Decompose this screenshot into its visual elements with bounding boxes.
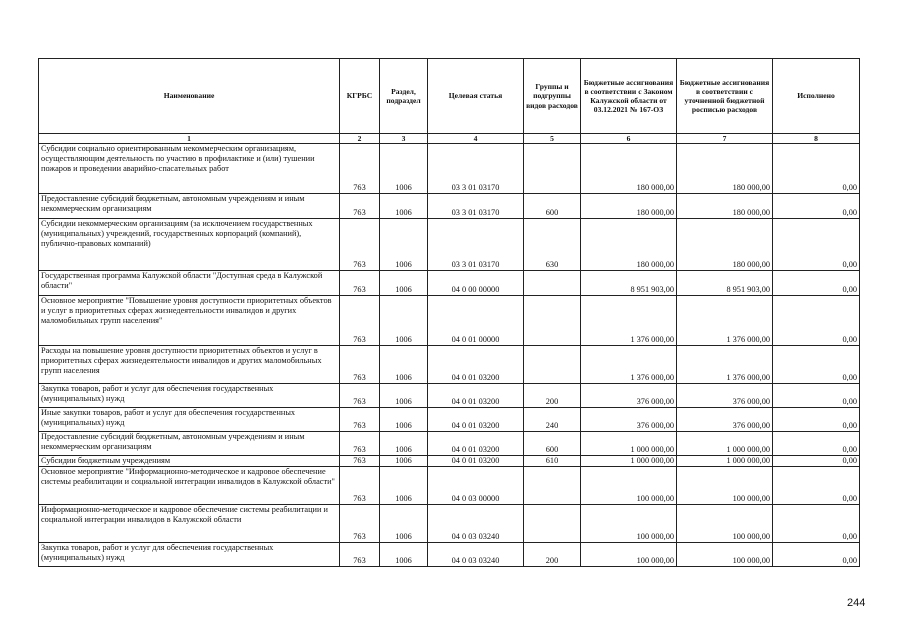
row-kgrbs: 763 xyxy=(340,271,380,296)
header-row xyxy=(39,59,860,134)
row-group xyxy=(524,467,581,505)
row-section: 1006 xyxy=(380,543,428,567)
row-target: 04 0 01 00000 xyxy=(428,296,524,346)
row-section: 1006 xyxy=(380,271,428,296)
row-group: 600 xyxy=(524,194,581,219)
row-kgrbs: 763 xyxy=(340,194,380,219)
header-refined-allocations: Бюджетные ассигнования в соответствии с уточненной бюджетной росписью расходов xyxy=(677,59,773,134)
row-refined-amount: 180 000,00 xyxy=(677,219,773,271)
row-name: Информационно-методическое и кадровое обеспечение системы реабилитации и социальной интеграции инвалидов в Калужской области xyxy=(39,505,340,543)
row-group xyxy=(524,144,581,194)
header-name: Наименование xyxy=(39,59,340,134)
row-law-amount: 1 376 000,00 xyxy=(581,346,677,384)
row-target: 04 0 03 03240 xyxy=(428,543,524,567)
row-target: 03 3 01 03170 xyxy=(428,144,524,194)
row-group xyxy=(524,346,581,384)
row-executed-amount: 0,00 xyxy=(773,432,860,456)
row-section: 1006 xyxy=(380,194,428,219)
row-refined-amount: 8 951 903,00 xyxy=(677,271,773,296)
row-law-amount: 1 000 000,00 xyxy=(581,456,677,467)
table-row xyxy=(39,219,860,271)
row-name: Предоставление субсидий бюджетным, автономным учреждениям и иным некоммерческим организациям xyxy=(39,194,340,219)
column-number: 5 xyxy=(524,134,581,144)
row-refined-amount: 1 000 000,00 xyxy=(677,432,773,456)
row-name: Субсидии бюджетным учреждениям xyxy=(39,456,340,467)
table-row xyxy=(39,194,860,219)
header-kgrbs: КГРБС xyxy=(340,59,380,134)
row-refined-amount: 1 376 000,00 xyxy=(677,296,773,346)
row-law-amount: 100 000,00 xyxy=(581,505,677,543)
row-target: 04 0 01 03200 xyxy=(428,384,524,408)
header-target: Целевая статья xyxy=(428,59,524,134)
row-name: Закупка товаров, работ и услуг для обеспечения государственных (муниципальных) нужд xyxy=(39,384,340,408)
row-executed-amount: 0,00 xyxy=(773,408,860,432)
row-refined-amount: 376 000,00 xyxy=(677,408,773,432)
row-group: 610 xyxy=(524,456,581,467)
row-name: Субсидии социально ориентированным некоммерческим организациям, осуществляющим деятельность по участию в профилактике и (или) тушении пожаров и проведении аварийно-спасательных работ xyxy=(39,144,340,194)
row-law-amount: 376 000,00 xyxy=(581,384,677,408)
row-executed-amount: 0,00 xyxy=(773,219,860,271)
row-target: 04 0 00 00000 xyxy=(428,271,524,296)
row-refined-amount: 100 000,00 xyxy=(677,467,773,505)
row-kgrbs: 763 xyxy=(340,408,380,432)
row-law-amount: 1 000 000,00 xyxy=(581,432,677,456)
column-number-row xyxy=(39,134,860,144)
row-executed-amount: 0,00 xyxy=(773,296,860,346)
page-number: 244 xyxy=(847,597,866,609)
row-refined-amount: 100 000,00 xyxy=(677,543,773,567)
row-kgrbs: 763 xyxy=(340,219,380,271)
table-row xyxy=(39,271,860,296)
table-row xyxy=(39,408,860,432)
row-kgrbs: 763 xyxy=(340,456,380,467)
row-section: 1006 xyxy=(380,346,428,384)
row-target: 04 0 03 00000 xyxy=(428,467,524,505)
row-kgrbs: 763 xyxy=(340,144,380,194)
table-row xyxy=(39,456,860,467)
row-section: 1006 xyxy=(380,219,428,271)
row-law-amount: 376 000,00 xyxy=(581,408,677,432)
header-group: Группы и подгруппы видов расходов xyxy=(524,59,581,134)
header-section: Раздел, подраздел xyxy=(380,59,428,134)
row-target: 03 3 01 03170 xyxy=(428,194,524,219)
row-target: 04 0 03 03240 xyxy=(428,505,524,543)
row-target: 04 0 01 03200 xyxy=(428,432,524,456)
row-group xyxy=(524,271,581,296)
row-section: 1006 xyxy=(380,296,428,346)
row-name: Государственная программа Калужской области "Доступная среда в Калужской области" xyxy=(39,271,340,296)
row-law-amount: 180 000,00 xyxy=(581,194,677,219)
row-group: 200 xyxy=(524,384,581,408)
row-kgrbs: 763 xyxy=(340,432,380,456)
table-body xyxy=(39,144,860,567)
row-law-amount: 1 376 000,00 xyxy=(581,296,677,346)
row-group: 200 xyxy=(524,543,581,567)
row-refined-amount: 100 000,00 xyxy=(677,505,773,543)
column-number: 1 xyxy=(39,134,340,144)
row-group xyxy=(524,296,581,346)
row-target: 04 0 01 03200 xyxy=(428,346,524,384)
row-kgrbs: 763 xyxy=(340,505,380,543)
row-name: Закупка товаров, работ и услуг для обеспечения государственных (муниципальных) нужд xyxy=(39,543,340,567)
row-executed-amount: 0,00 xyxy=(773,456,860,467)
row-name: Предоставление субсидий бюджетным, автономным учреждениям и иным некоммерческим организациям xyxy=(39,432,340,456)
row-section: 1006 xyxy=(380,408,428,432)
row-name: Субсидии некоммерческим организациям (за исключением государственных (муниципальных) учреждений, государственных корпораций (компаний), публично-правовых компаний) xyxy=(39,219,340,271)
row-refined-amount: 376 000,00 xyxy=(677,384,773,408)
row-kgrbs: 763 xyxy=(340,384,380,408)
table-row xyxy=(39,467,860,505)
column-number: 8 xyxy=(773,134,860,144)
row-refined-amount: 180 000,00 xyxy=(677,144,773,194)
table-row xyxy=(39,296,860,346)
row-law-amount: 180 000,00 xyxy=(581,144,677,194)
row-executed-amount: 0,00 xyxy=(773,194,860,219)
table-row xyxy=(39,543,860,567)
row-refined-amount: 1 000 000,00 xyxy=(677,456,773,467)
row-group: 240 xyxy=(524,408,581,432)
row-group: 600 xyxy=(524,432,581,456)
row-executed-amount: 0,00 xyxy=(773,384,860,408)
row-name: Расходы на повышение уровня доступности приоритетных объектов и услуг в приоритетных сферах жизнедеятельности инвалидов и других маломобильных групп населения xyxy=(39,346,340,384)
row-name: Основное мероприятие "Повышение уровня доступности приоритетных объектов и услуг в приоритетных сферах жизнедеятельности инвалидов и других маломобильных групп населения" xyxy=(39,296,340,346)
row-executed-amount: 0,00 xyxy=(773,543,860,567)
table-row xyxy=(39,144,860,194)
row-section: 1006 xyxy=(380,144,428,194)
header-law-allocations: Бюджетные ассигнования в соответствии с Законом Калужской области от 03.12.2021 № 167-ОЗ xyxy=(581,59,677,134)
table-row xyxy=(39,384,860,408)
row-section: 1006 xyxy=(380,384,428,408)
row-executed-amount: 0,00 xyxy=(773,346,860,384)
row-law-amount: 100 000,00 xyxy=(581,467,677,505)
row-section: 1006 xyxy=(380,505,428,543)
table-row xyxy=(39,346,860,384)
column-number: 3 xyxy=(380,134,428,144)
row-executed-amount: 0,00 xyxy=(773,144,860,194)
row-target: 04 0 01 03200 xyxy=(428,456,524,467)
row-name: Основное мероприятие "Информационно-методическое и кадровое обеспечение системы реабилитации и социальной интеграции инвалидов в Калужской области" xyxy=(39,467,340,505)
row-target: 04 0 01 03200 xyxy=(428,408,524,432)
column-number: 6 xyxy=(581,134,677,144)
row-law-amount: 100 000,00 xyxy=(581,543,677,567)
table-row xyxy=(39,505,860,543)
row-kgrbs: 763 xyxy=(340,543,380,567)
table-row xyxy=(39,432,860,456)
row-kgrbs: 763 xyxy=(340,296,380,346)
row-section: 1006 xyxy=(380,456,428,467)
row-name: Иные закупки товаров, работ и услуг для обеспечения государственных (муниципальных) нужд xyxy=(39,408,340,432)
row-refined-amount: 1 376 000,00 xyxy=(677,346,773,384)
budget-table xyxy=(38,58,860,567)
row-law-amount: 180 000,00 xyxy=(581,219,677,271)
row-target: 03 3 01 03170 xyxy=(428,219,524,271)
row-group xyxy=(524,505,581,543)
column-number: 4 xyxy=(428,134,524,144)
row-refined-amount: 180 000,00 xyxy=(677,194,773,219)
column-number: 7 xyxy=(677,134,773,144)
row-kgrbs: 763 xyxy=(340,467,380,505)
header-executed: Исполнено xyxy=(773,59,860,134)
column-number: 2 xyxy=(340,134,380,144)
row-kgrbs: 763 xyxy=(340,346,380,384)
row-law-amount: 8 951 903,00 xyxy=(581,271,677,296)
row-group: 630 xyxy=(524,219,581,271)
row-executed-amount: 0,00 xyxy=(773,271,860,296)
row-executed-amount: 0,00 xyxy=(773,505,860,543)
row-section: 1006 xyxy=(380,432,428,456)
row-executed-amount: 0,00 xyxy=(773,467,860,505)
row-section: 1006 xyxy=(380,467,428,505)
